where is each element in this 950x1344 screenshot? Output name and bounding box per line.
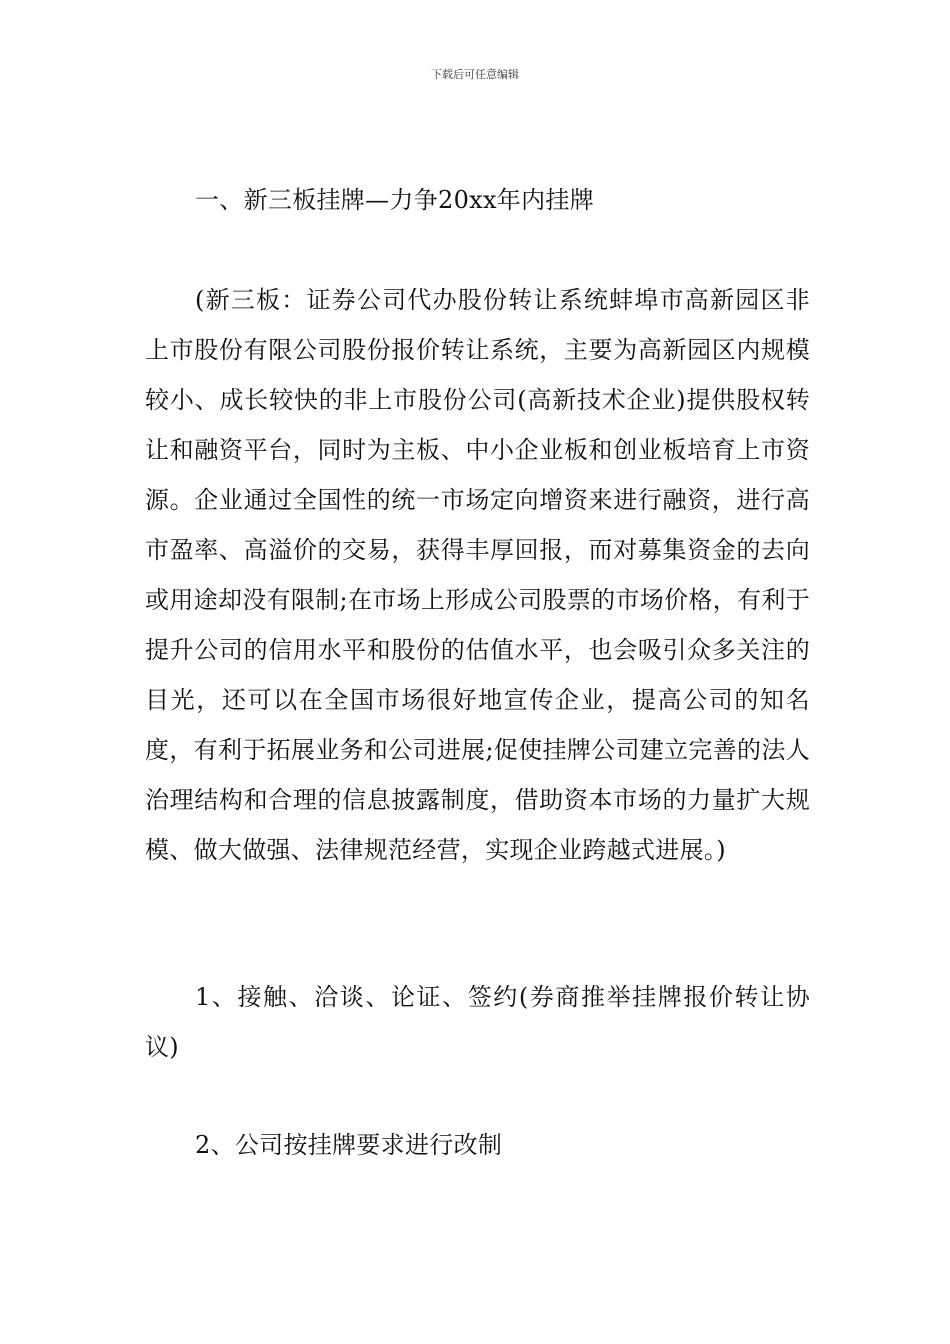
header-note: 下载后可任意编辑 <box>431 68 519 81</box>
step-2-paragraph: 2、公司按挂牌要求进行改制 <box>195 1131 503 1159</box>
step-1-paragraph: 1、接触、洽谈、论证、签约(券商推举挂牌报价转让协议) <box>145 983 810 1061</box>
section-heading: 一、新三板挂牌—力争20xx年内挂牌 <box>195 186 595 214</box>
intro-paragraph: (新三板：证券公司代办股份转让系统蚌埠市高新园区非上市股份有限公司股份报价转让系统，主要为高新园区内规模较小、成长较快的非上市股份公司(高新技术企业)提供股权转让和融资平台，同时为主板、中小企业板和创业板培育上市资源。企业通过全国性的统一市场定向增资来进行融资，进行高市盈率、高溢价的交易，获得丰厚回报，而对募集资金的去向或用途却没有限制;在市场上形成公司股票的市场价格，有利于提升公司的信用水平和股份的估值水平，也会吸引众多关注的目光，还可以在全国市场很好地宣传企业，提高公司的知名度，有利于拓展业务和公司进展;促使挂牌公司建立完善的法人治理结构和合理的信息披露制度，借助资本市场的力量扩大规模、做大做强、法律规范经营，实现企业跨越式进展。) <box>145 286 810 864</box>
